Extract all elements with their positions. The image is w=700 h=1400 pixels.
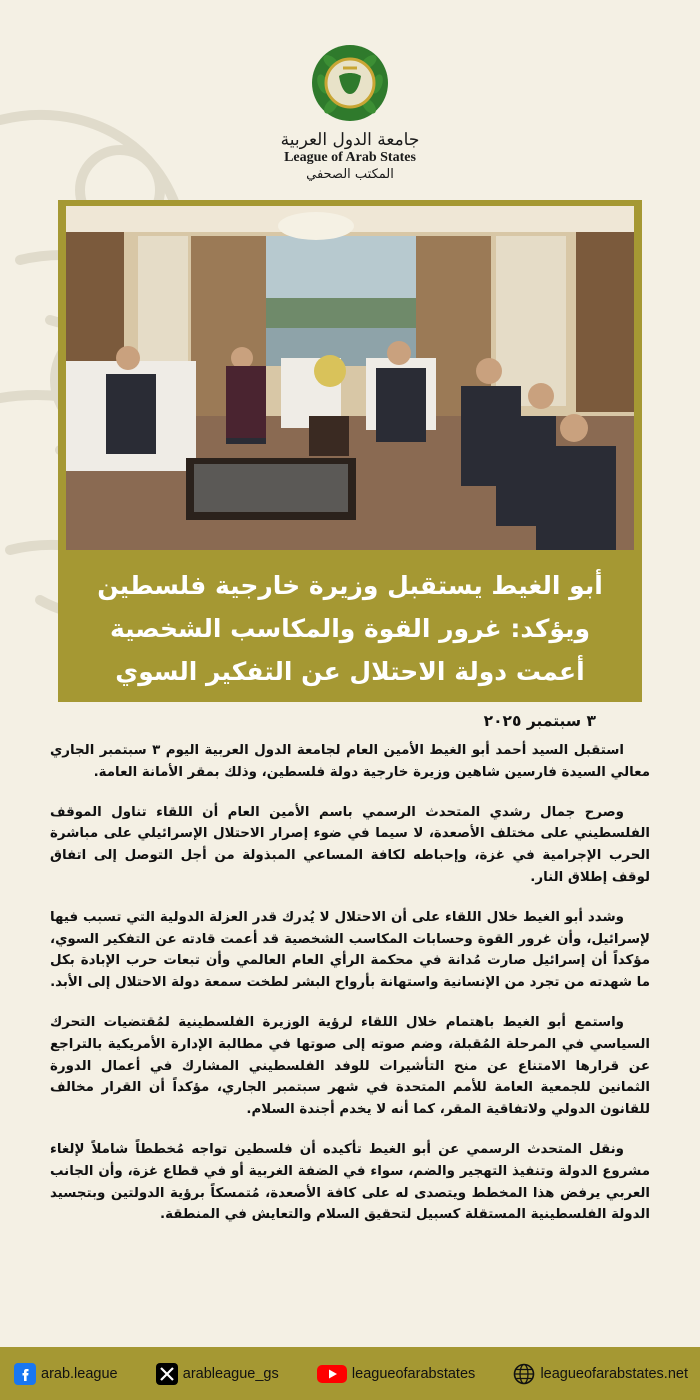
press-header — [0, 44, 700, 184]
arab-league-logo — [311, 44, 389, 122]
article-paragraph: ونقل المتحدث الرسمي عن أبو الغيط تأكيده أن فلسطين تواجه مُخططاً شاملاً لإلغاء مشروع الدولة وتنفيذ التهجير والضم، سواء في الضفة الغربية أو في قطاع غزة، وأن الجانب العربي يرفض هذا المخطط ويتصدى له على كافة الأصعدة، مُتمسكاً برؤية الدولتين وبتجسيد الدولة الفلسطينية المستقلة كسبيل لتحقيق السلام والتعايش في المنطقة. — [50, 1141, 650, 1223]
article-body — [50, 740, 650, 1244]
website-label: leagueofarabstates.net — [540, 1365, 688, 1382]
press-office-label: المكتب الصحفي — [306, 167, 394, 182]
meeting-photo — [66, 206, 634, 550]
org-name-arabic: جامعة الدول العربية — [280, 130, 420, 150]
x-icon — [156, 1363, 178, 1385]
social-footer — [0, 1347, 700, 1400]
article-paragraph: استقبل السيد أحمد أبو الغيط الأمين العام لجامعة الدول العربية اليوم ٣ سبتمبر الجاري معالي السيدة فارسين شاهين وزيرة خارجية دولة فلسطين، وذلك بمقر الأمانة العامة. — [50, 743, 650, 780]
youtube-link[interactable] — [317, 1363, 475, 1385]
x-link[interactable] — [156, 1363, 279, 1385]
article-paragraph: وشدد أبو الغيط خلال اللقاء على أن الاحتلال لا يُدرك قدر العزلة الدولية التي تسبب فيها لإسرائيل، وأن غرور القوة وحسابات المكاسب الشخصية قد أعمت قادته عن التفكير السوي، مؤكداً أن إسرائيل صارت مُدانة في محكمة الرأي العام العالمي وأن تبعات حرب الإبادة بكل ما شهدته من تجرد من الإنسانية واستهانة بأرواح البشر لطخت سمعة دولة الاحتلال إلى الأبد. — [50, 909, 650, 991]
facebook-label: arab.league — [41, 1365, 118, 1382]
article-paragraph: واستمع أبو الغيط باهتمام خلال اللقاء لرؤية الوزيرة الفلسطينية لمُقتضيات التحرك السياسي في المرحلة المُقبلة، وضم صوته إلى صوتها في مطالبة الإدارة الأمريكية بالتراجع عن قرارها الامتناع عن منح التأشيرات للوفد الفلسطيني المشارك في أعمال الدورة الثمانين للجمعية العامة للأمم المتحدة في شهر سبتمبر الجاري، مؤكداً أن القرار مخالف للقانون الدولي ولاتفاقية المقر، كما أنه لا يخدم أجندة السلام. — [50, 1014, 650, 1118]
headline-line-3: أعمت دولة الاحتلال عن التفكير السوي — [115, 657, 585, 686]
headline-line-1: أبو الغيط يستقبل وزيرة خارجية فلسطين — [97, 571, 603, 600]
x-label: arableague_gs — [182, 1365, 279, 1382]
article-paragraph: وصرح جمال رشدي المتحدث الرسمي باسم الأمين العام أن اللقاء تناول الموقف الفلسطيني على مختلف الأصعدة، لا سيما في ضوء إصرار الاحتلال الإسرائيلي على مباشرة الحرب الإجرامية في غزة، وإحباطه لكافة المساعي المبذولة من أجل التوصل إلى اتفاق لوقف إطلاق النار. — [50, 804, 650, 885]
facebook-link[interactable] — [14, 1363, 118, 1385]
article-date: ٣ سبتمبر ٢٠٢٥ — [483, 712, 596, 730]
youtube-label: leagueofarabstates — [351, 1365, 476, 1382]
photo-frame — [58, 200, 642, 556]
web-icon — [513, 1363, 535, 1385]
facebook-icon — [14, 1363, 36, 1385]
headline-line-2: ويؤكد: غرور القوة والمكاسب الشخصية — [110, 614, 590, 643]
headline-band — [58, 556, 642, 702]
website-link[interactable] — [513, 1363, 688, 1385]
org-name-english: League of Arab States — [284, 150, 416, 165]
youtube-icon — [317, 1363, 347, 1385]
